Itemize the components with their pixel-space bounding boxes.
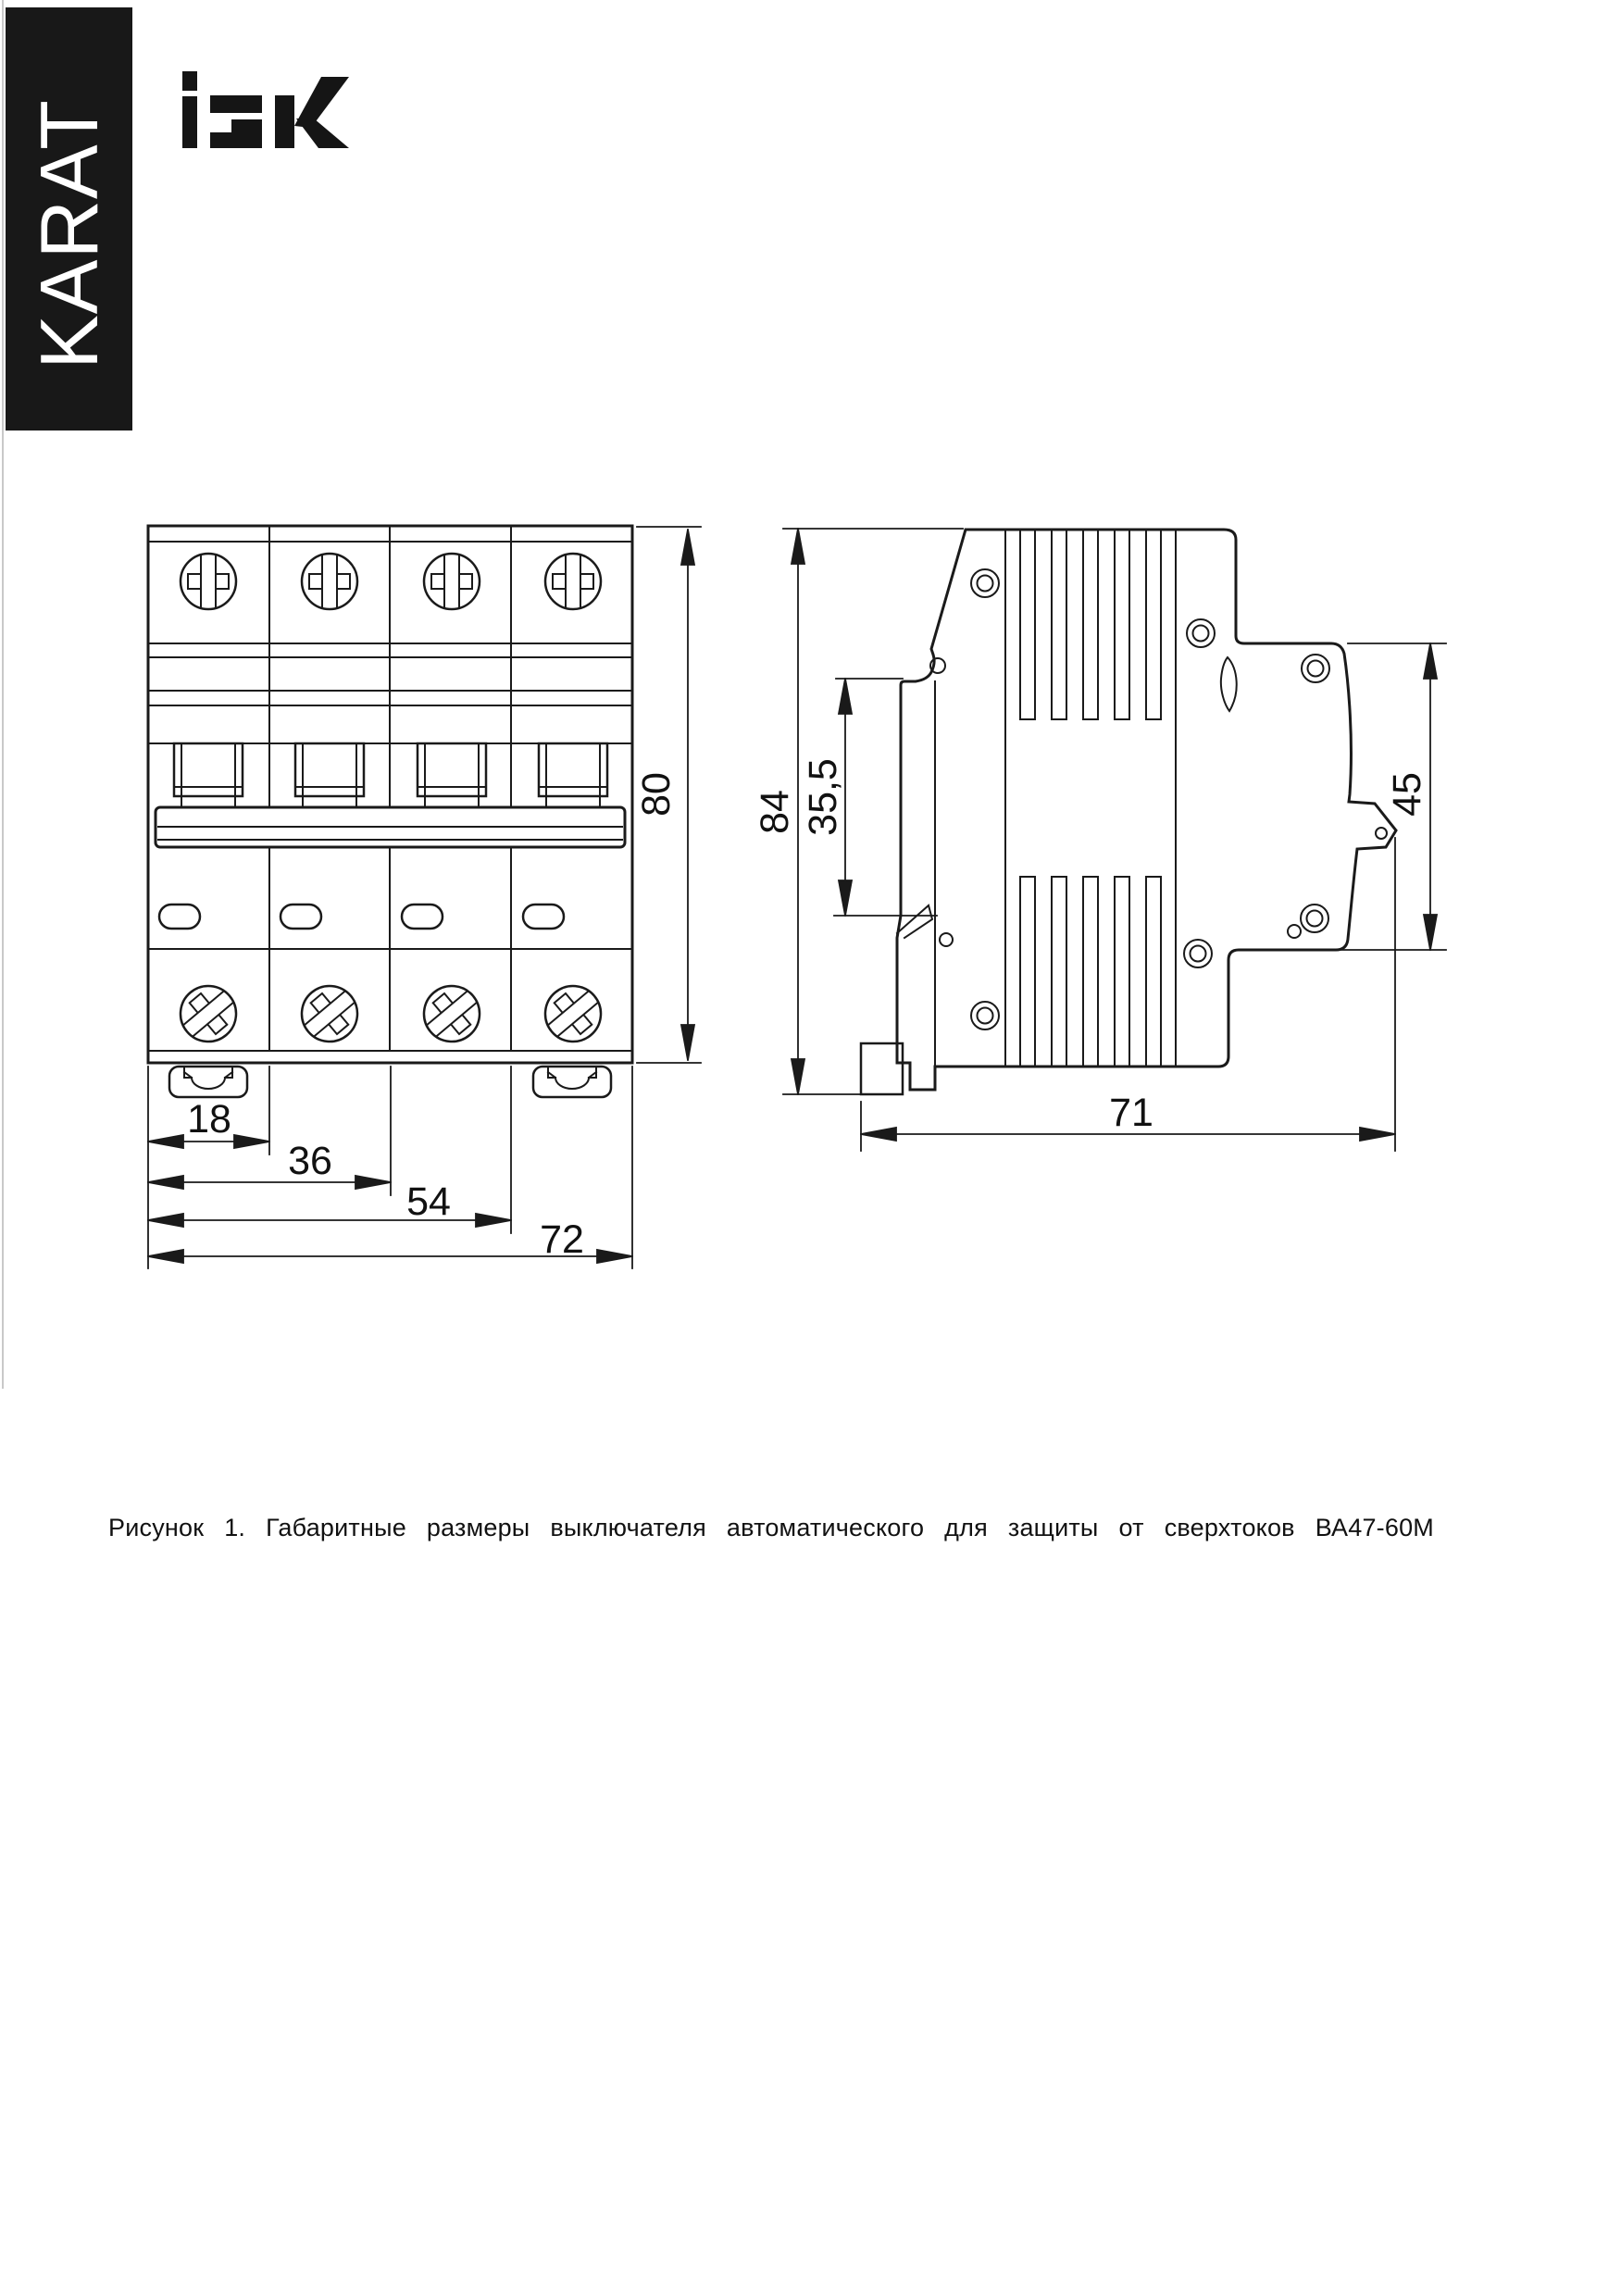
karat-series-label: KARAT <box>22 98 115 369</box>
din-clip <box>169 1067 247 1097</box>
label-windows <box>159 905 564 929</box>
oval-window <box>281 905 321 929</box>
phillips-screw-icon <box>181 554 236 609</box>
dim-84: 84 <box>753 790 797 834</box>
dim-80: 80 <box>634 772 679 817</box>
phillips-screw-icon <box>302 554 357 609</box>
handle-tie-bar <box>156 807 625 847</box>
dim-35-5: 35,5 <box>801 758 845 836</box>
dim-45: 45 <box>1385 772 1429 817</box>
oval-window <box>159 905 200 929</box>
toggle-handle <box>418 743 486 807</box>
front-view <box>148 526 701 1268</box>
dim-18: 18 <box>187 1097 231 1142</box>
toggle-handle <box>174 743 243 807</box>
oval-window <box>523 905 564 929</box>
toggle-handle <box>295 743 364 807</box>
phillips-screw-icon <box>169 975 248 1054</box>
dim-72: 72 <box>540 1217 584 1262</box>
din-clip <box>533 1067 611 1097</box>
dim-54: 54 <box>406 1179 451 1224</box>
phillips-screw-icon <box>534 975 613 1054</box>
dim-36: 36 <box>288 1139 332 1183</box>
dim-71: 71 <box>1109 1091 1153 1135</box>
figure-caption: Рисунок 1. Габаритные размеры выключателя автоматического для защиты от сверхтоков ВА47-60М <box>108 1514 1434 1541</box>
front-dimensions <box>148 527 701 1268</box>
side-view <box>753 529 1446 1151</box>
phillips-screw-icon <box>291 975 369 1054</box>
phillips-screw-icon <box>545 554 601 609</box>
phillips-screw-icon <box>413 975 492 1054</box>
toggle-handle <box>539 743 607 807</box>
pole-separators <box>269 526 511 1051</box>
phillips-screw-icon <box>424 554 480 609</box>
oval-window <box>402 905 443 929</box>
